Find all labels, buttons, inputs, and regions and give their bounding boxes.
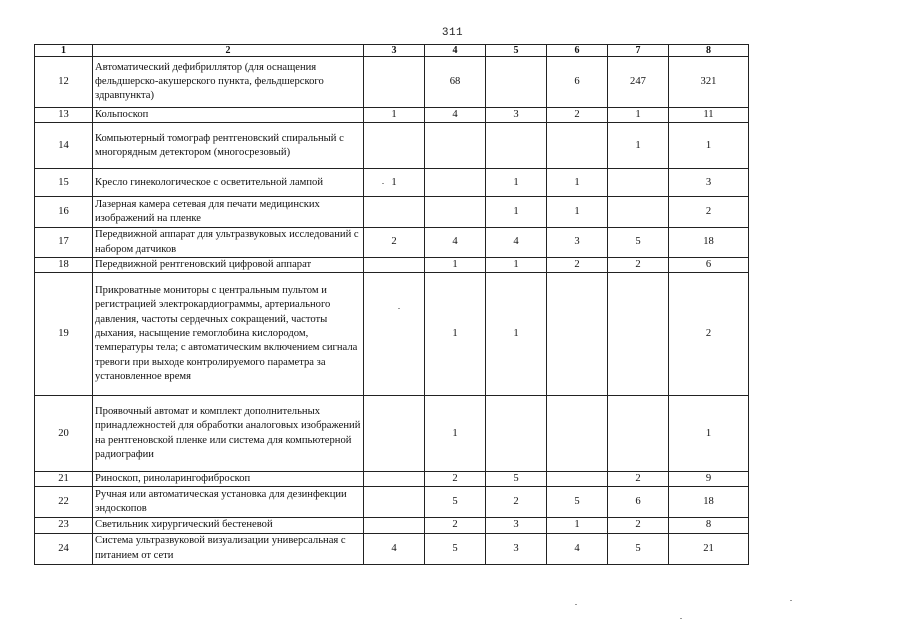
col-5-cell: 3 [486, 518, 547, 533]
col-5-cell: 1 [486, 169, 547, 197]
equipment-name-cell: Передвижной аппарат для ультразвуковых исследований с набором датчиков [93, 228, 364, 258]
col-7-cell: 5 [608, 228, 669, 258]
header-cell-8: 8 [669, 45, 749, 57]
table-row [35, 396, 749, 472]
row-number-cell: 19 [35, 273, 93, 396]
col-6-cell: 1 [547, 197, 608, 228]
col-4-cell: 4 [425, 228, 486, 258]
col-4-cell [425, 169, 486, 197]
col-5-cell: 2 [486, 487, 547, 518]
col-7-cell: 5 [608, 533, 669, 564]
col-4-cell [425, 197, 486, 228]
page-number: 311 [441, 27, 464, 39]
header-row [35, 45, 749, 57]
row-number-cell: 21 [35, 472, 93, 487]
col-6-cell: 1 [547, 518, 608, 533]
total-cell: 11 [669, 108, 749, 123]
col-4-cell [425, 123, 486, 169]
col-4-cell: 5 [425, 487, 486, 518]
col-3-cell: 2 [364, 228, 425, 258]
total-cell: 2 [669, 273, 749, 396]
row-number-cell: 18 [35, 257, 93, 272]
scan-speck [575, 604, 577, 605]
col-5-cell: 1 [486, 257, 547, 272]
header-cell-6: 6 [547, 45, 608, 57]
col-7-cell: 1 [608, 123, 669, 169]
col-6-cell [547, 396, 608, 472]
row-number-cell: 15 [35, 169, 93, 197]
equipment-name-cell: Прикроватные мониторы с центральным пультом и регистрацией электрокардиограммы, артериального давления, частоты сердечных сокращений, частоты дыхания, насыщение гемоглобина кислородом, температуры тела; с автоматическим включением сигнала тревоги при выходе контролируемого параметра за установленное время [93, 273, 364, 396]
col-4-cell: 1 [425, 396, 486, 472]
col-6-cell: 2 [547, 108, 608, 123]
scan-speck [680, 618, 682, 619]
col-4-cell: 5 [425, 533, 486, 564]
total-cell: 1 [669, 123, 749, 169]
col-5-cell: 4 [486, 228, 547, 258]
col-3-cell [364, 257, 425, 272]
total-cell: 1 [669, 396, 749, 472]
table-row [35, 228, 749, 258]
col-6-cell [547, 472, 608, 487]
col-5-cell [486, 57, 547, 108]
header-cell-5: 5 [486, 45, 547, 57]
col-6-cell: 4 [547, 533, 608, 564]
col-4-cell: 1 [425, 257, 486, 272]
col-7-cell: 2 [608, 472, 669, 487]
equipment-name-cell: Ручная или автоматическая установка для дезинфекции эндоскопов [93, 487, 364, 518]
col-3-cell [364, 123, 425, 169]
table-row [35, 57, 749, 108]
row-number-cell: 17 [35, 228, 93, 258]
equipment-name-cell: Компьютерный томограф рентгеновский спиральный с многорядным детектором (многосрезовый) [93, 123, 364, 169]
total-cell: 321 [669, 57, 749, 108]
table-row [35, 197, 749, 228]
equipment-name-cell: Проявочный автомат и комплект дополнительных принадлежностей для обработки аналоговых изображений на рентгеновской пленке или система для компьютерной радиографии [93, 396, 364, 472]
col-7-cell: 247 [608, 57, 669, 108]
col-6-cell [547, 273, 608, 396]
col-3-cell: 4 [364, 533, 425, 564]
row-number-cell: 23 [35, 518, 93, 533]
total-cell: 18 [669, 487, 749, 518]
col-6-cell: 6 [547, 57, 608, 108]
equipment-name-cell: Кресло гинекологическое с осветительной лампой [93, 169, 364, 197]
col-7-cell [608, 169, 669, 197]
col-4-cell: 4 [425, 108, 486, 123]
table-row [35, 518, 749, 533]
header-cell-3: 3 [364, 45, 425, 57]
col-3-cell [364, 518, 425, 533]
header-cell-2: 2 [93, 45, 364, 57]
col-6-cell [547, 123, 608, 169]
row-number-cell: 20 [35, 396, 93, 472]
col-3-cell [364, 197, 425, 228]
header-cell-1: 1 [35, 45, 93, 57]
table-row [35, 487, 749, 518]
header-cell-7: 7 [608, 45, 669, 57]
col-6-cell: 2 [547, 257, 608, 272]
col-7-cell [608, 396, 669, 472]
table-row [35, 123, 749, 169]
col-6-cell: 3 [547, 228, 608, 258]
table-row [35, 472, 749, 487]
scan-speck [790, 600, 792, 601]
col-3-cell [364, 57, 425, 108]
row-number-cell: 24 [35, 533, 93, 564]
equipment-name-cell: Светильник хирургический бестеневой [93, 518, 364, 533]
row-number-cell: 16 [35, 197, 93, 228]
equipment-name-cell: Лазерная камера сетевая для печати медицинских изображений на пленке [93, 197, 364, 228]
col-7-cell: 6 [608, 487, 669, 518]
col-3-cell [364, 273, 425, 396]
equipment-name-cell: Риноскоп, риноларингофиброскоп [93, 472, 364, 487]
col-4-cell: 1 [425, 273, 486, 396]
equipment-name-cell: Система ультразвуковой визуализации универсальная с питанием от сети [93, 533, 364, 564]
col-5-cell [486, 123, 547, 169]
equipment-name-cell: Кольпоскоп [93, 108, 364, 123]
total-cell: 9 [669, 472, 749, 487]
equipment-table [34, 44, 749, 565]
col-5-cell: 1 [486, 197, 547, 228]
col-4-cell: 68 [425, 57, 486, 108]
col-5-cell: 1 [486, 273, 547, 396]
col-6-cell: 5 [547, 487, 608, 518]
table-row [35, 533, 749, 564]
equipment-name-cell: Передвижной рентгеновский цифровой аппарат [93, 257, 364, 272]
col-4-cell: 2 [425, 472, 486, 487]
col-5-cell [486, 396, 547, 472]
equipment-name-cell: Автоматический дефибриллятор (для оснащения фельдшерско-акушерского пункта, фельдшерского здравпункта) [93, 57, 364, 108]
col-3-cell [364, 472, 425, 487]
scan-speck [398, 308, 400, 309]
row-number-cell: 13 [35, 108, 93, 123]
col-3-cell: 1 [364, 169, 425, 197]
total-cell: 8 [669, 518, 749, 533]
table-row [35, 169, 749, 197]
header-cell-4: 4 [425, 45, 486, 57]
col-7-cell: 1 [608, 108, 669, 123]
row-number-cell: 22 [35, 487, 93, 518]
col-7-cell: 2 [608, 257, 669, 272]
total-cell: 18 [669, 228, 749, 258]
col-7-cell [608, 273, 669, 396]
total-cell: 2 [669, 197, 749, 228]
col-6-cell: 1 [547, 169, 608, 197]
table-row [35, 257, 749, 272]
table-row [35, 108, 749, 123]
col-7-cell: 2 [608, 518, 669, 533]
col-3-cell: 1 [364, 108, 425, 123]
total-cell: 6 [669, 257, 749, 272]
total-cell: 21 [669, 533, 749, 564]
col-7-cell [608, 197, 669, 228]
col-3-cell [364, 487, 425, 518]
row-number-cell: 12 [35, 57, 93, 108]
col-5-cell: 3 [486, 108, 547, 123]
table-row [35, 273, 749, 396]
col-5-cell: 3 [486, 533, 547, 564]
col-3-cell [364, 396, 425, 472]
scan-speck [382, 183, 384, 184]
col-4-cell: 2 [425, 518, 486, 533]
row-number-cell: 14 [35, 123, 93, 169]
col-5-cell: 5 [486, 472, 547, 487]
total-cell: 3 [669, 169, 749, 197]
